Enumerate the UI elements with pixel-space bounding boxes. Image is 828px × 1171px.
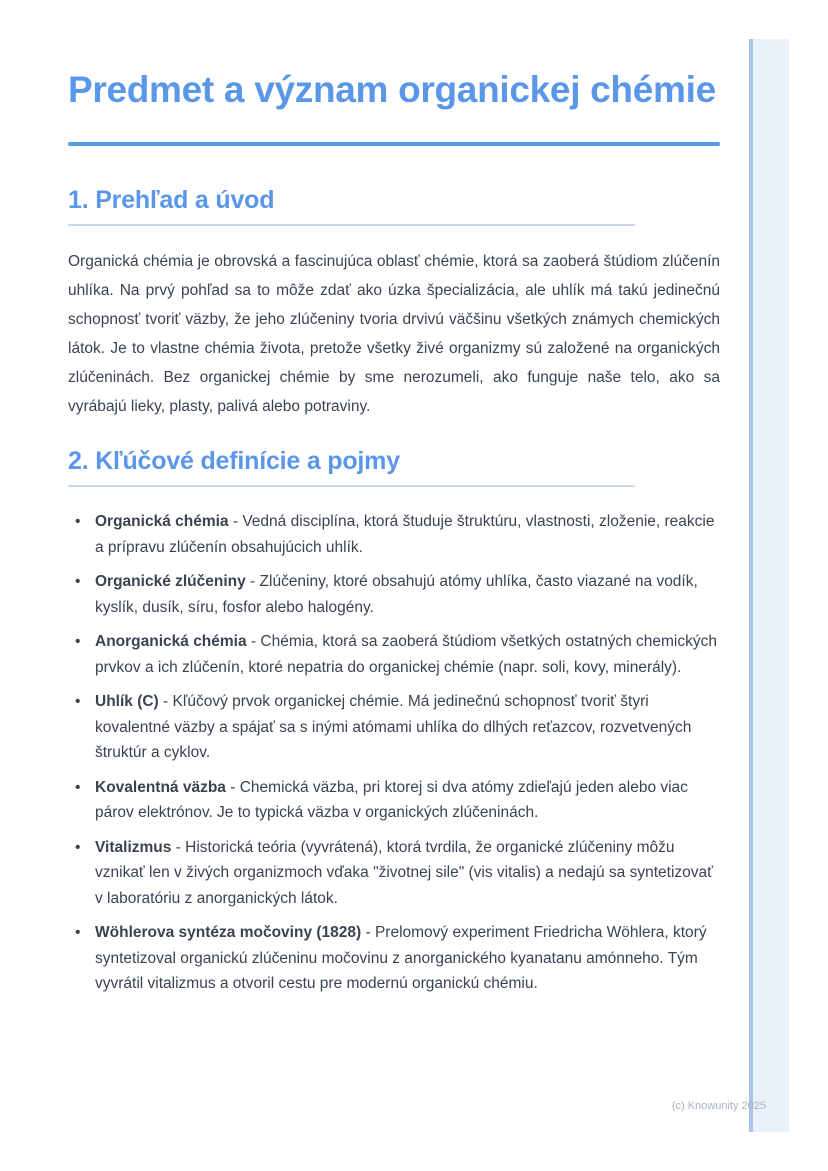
overview-divider bbox=[68, 224, 635, 226]
definition-item bbox=[68, 629, 720, 680]
term-label: Vitalizmus bbox=[95, 838, 172, 856]
term-label: Organické zlúčeniny bbox=[95, 573, 246, 590]
section-heading-overview: 1. Prehľad a úvod bbox=[68, 186, 275, 214]
term-label: Organická chémia bbox=[95, 513, 229, 530]
term-separator: - bbox=[225, 778, 240, 796]
term-separator: - bbox=[245, 573, 260, 590]
term-definition: Chemická väzba, pri ktorej si dva atómy zdieľajú jeden alebo viac párov elektrónov. Je to typická väzba v organických zlúčeninách. bbox=[95, 778, 688, 821]
definition-item bbox=[68, 775, 720, 826]
definition-item bbox=[68, 509, 720, 560]
term-separator: - bbox=[361, 924, 375, 941]
definitions-divider bbox=[68, 485, 635, 487]
page-title: Predmet a význam organickej chémie bbox=[68, 69, 716, 110]
section-heading-definitions: 2. Kľúčové definície a pojmy bbox=[68, 447, 400, 475]
term-definition: Prelomový experiment Friedricha Wöhlera, ktorý syntetizoval organickú zlúčeninu močovinu z anorganického kyanatanu amónneho. Tým vyvrátil vitalizmus a otvoril cestu pre modernú organickú chémiu. bbox=[95, 924, 707, 992]
definition-item bbox=[68, 689, 720, 766]
term-definition: Vedná disciplína, ktorá študuje štruktúru, vlastnosti, zloženie, reakcie a prípravu zlúčenín obsahujúcich uhlík. bbox=[95, 513, 715, 556]
term-definition: Chémia, ktorá sa zaoberá štúdiom všetkých ostatných chemických prvkov a ich zlúčenín, ktoré nepatria do organickej chémie (napr. soli, kovy, minerály). bbox=[95, 633, 717, 676]
definition-item bbox=[68, 569, 720, 620]
term-definition: Zlúčeniny, ktoré obsahujú atómy uhlíka, často viazané na vodík, kyslík, dusík, síru, fosfor alebo halogény. bbox=[95, 573, 698, 616]
overview-paragraph: Organická chémia je obrovská a fascinujúca oblasť chémie, ktorá sa zaoberá štúdiom zlúčenín uhlíka. Na prvý pohľad sa to môže zdať ako úzka špecializácia, ale uhlík má takú jedinečnú schopnosť tvoriť väzby, že jeho zlúčeniny tvoria drvivú väčšinu všetkých známych chemických látok. Je to vlastne chémia života, pretože všetky živé organizmy sú založené na organických zlúčeninách. Bez organickej chémie by sme nerozumeli, ako funguje naše telo, ako sa vyrábajú lieky, plasty, palivá alebo potraviny. bbox=[68, 253, 720, 415]
term-definition: Kľúčový prvok organickej chémie. Má jedinečnú schopnosť tvoriť štyri kovalentné väzby a spájať sa s inými atómami uhlíka do dlhých reťazcov, rozvetvených štruktúr a cyklov. bbox=[95, 693, 692, 761]
title-divider bbox=[68, 142, 720, 146]
definitions-list bbox=[68, 509, 720, 997]
definition-item bbox=[68, 835, 720, 912]
footer-credit: (c) Knowunity 2025 bbox=[671, 1100, 766, 1112]
term-separator: - bbox=[228, 513, 243, 530]
term-separator: - bbox=[158, 693, 173, 710]
term-label: Wöhlerova syntéza močoviny (1828) bbox=[95, 924, 362, 941]
term-label: Anorganická chémia bbox=[95, 633, 247, 650]
term-separator: - bbox=[171, 838, 186, 856]
document-content bbox=[68, 0, 720, 1006]
page-edge-bar bbox=[749, 39, 789, 1132]
definition-item bbox=[68, 920, 720, 997]
term-label: Uhlík (C) bbox=[95, 693, 159, 710]
term-label: Kovalentná väzba bbox=[95, 778, 226, 796]
term-separator: - bbox=[246, 633, 261, 650]
term-definition: Historická teória (vyvrátená), ktorá tvrdila, že organické zlúčeniny môžu vznikať len v živých organizmoch vďaka "životnej sile" (vis vitalis) a nedajú sa syntetizovať v laboratóriu z anorganických látok. bbox=[95, 838, 713, 907]
